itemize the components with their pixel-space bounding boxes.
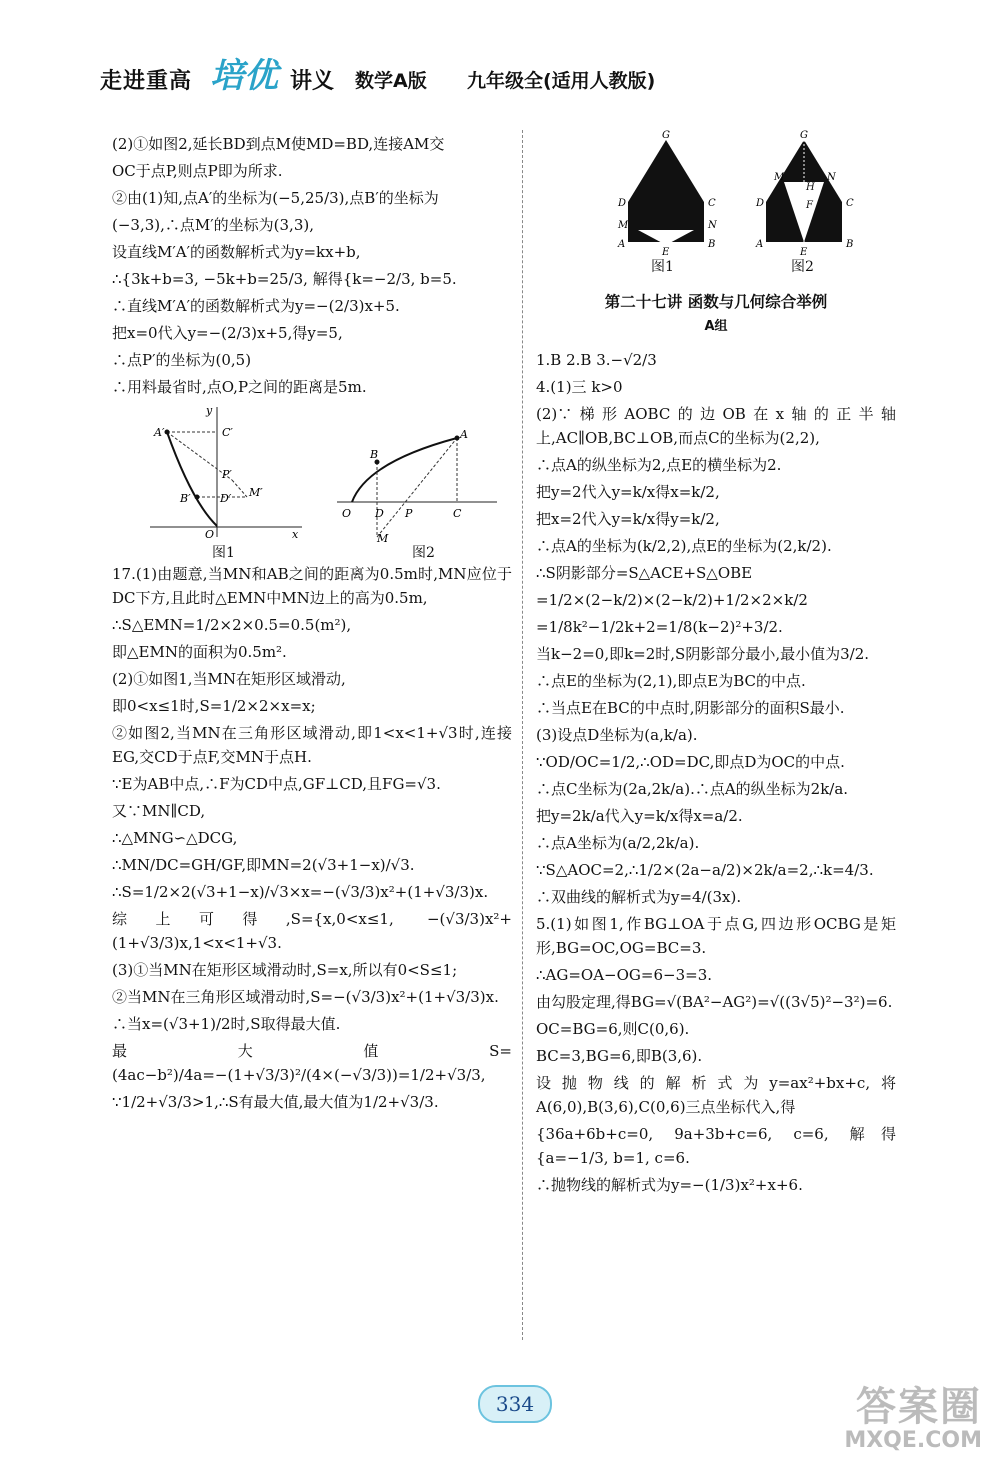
brand-logo: 培优: [210, 56, 278, 96]
text-line: 又∵MN∥CD,: [112, 802, 206, 820]
svg-text:B′: B′: [180, 492, 191, 505]
text-line: 4.(1)三 k>0: [536, 377, 623, 396]
group-title: A组: [704, 318, 728, 334]
text-line: ∴点A坐标为(a/2,2k/a).: [536, 833, 700, 852]
text-line: 设抛物线的解析式为y=ax²+bx+c,将A(6,0),B(3,6),C(0,6)三点坐标代入,得: [536, 1073, 896, 1116]
text-line: OC=BG=6,则C(0,6).: [536, 1019, 690, 1038]
text-line: ∴点P′的坐标为(0,5): [112, 351, 252, 369]
svg-text:N: N: [708, 220, 717, 231]
svg-text:D′: D′: [220, 492, 232, 505]
shape-figure-2: [754, 130, 864, 255]
figure-row-left: [112, 402, 512, 562]
page-number: 334: [478, 1385, 552, 1423]
coordinate-figure-2: [337, 422, 507, 542]
svg-text:D: D: [375, 507, 384, 520]
text-line: ∴当点E在BC的中点时,阴影部分的面积S最小.: [536, 698, 845, 717]
figure-caption: 图2: [412, 545, 435, 561]
watermark-url: MXQE.COM: [844, 1428, 982, 1453]
figure-caption: 图1: [212, 545, 235, 561]
text-line: 把y=2k/a代入y=k/x得x=a/2.: [536, 806, 743, 825]
text-line: ∵E为AB中点,∴F为CD中点,GF⊥CD,且FG=√3.: [112, 775, 441, 793]
text-line: ∴当x=(√3+1)/2时,S取得最大值.: [112, 1015, 341, 1033]
text-line: ∴直线M′A′的函数解析式为y=−(2/3)x+5.: [112, 297, 400, 315]
text-line: ②如图2,当MN在三角形区域滑动,即1<x<1+√3时,连接EG,交CD于点F,交MN于点H.: [112, 724, 512, 766]
watermark-text: 答案圈: [856, 1384, 982, 1430]
svg-text:C′: C′: [222, 426, 233, 439]
page-header: [100, 52, 900, 98]
text-line: (2)∵梯形AOBC的边OB在x轴的正半轴上,AC∥OB,BC⊥OB,而点C的坐标为(2,2),: [536, 404, 896, 447]
svg-text:M′: M′: [249, 486, 263, 499]
svg-text:C: C: [708, 198, 716, 209]
figure-caption: 图2: [791, 259, 814, 275]
text-line: ∴双曲线的解析式为y=4/(3x).: [536, 887, 742, 906]
text-line: ∵S△AOC=2,∴1/2×(2a−a/2)×2k/a=2,∴k=4/3.: [536, 860, 874, 879]
svg-text:A′: A′: [154, 426, 165, 439]
shape-figure-1: [616, 130, 726, 255]
svg-text:E: E: [662, 247, 670, 255]
svg-text:O: O: [205, 528, 215, 541]
svg-text:B: B: [370, 448, 379, 461]
svg-text:M: M: [377, 532, 389, 542]
text-line: =1/2×(2−k/2)×(2−k/2)+1/2×2×k/2: [536, 590, 808, 609]
text-line: ∴AG=OA−OG=6−3=3.: [536, 965, 713, 984]
text-line: 当k−2=0,即k=2时,S阴影部分最小,最小值为3/2.: [536, 644, 870, 663]
text-line: (2)①如图2,延长BD到点M使MD=BD,连接AM交: [112, 135, 445, 153]
text-line: 把x=0代入y=−(2/3)x+5,得y=5,: [112, 324, 343, 342]
text-line: ∴MN/DC=GH/GF,即MN=2(√3+1−x)/√3.: [112, 856, 415, 874]
text-line: 把y=2代入y=k/x得x=k/2,: [536, 482, 720, 501]
book-title: 走进重高: [100, 69, 193, 94]
text-line: ∵1/2+√3/3>1,∴S有最大值,最大值为1/2+√3/3.: [112, 1093, 439, 1111]
text-line: ∵OD/OC=1/2,∴OD=DC,即点D为OC的中点.: [536, 752, 845, 771]
text-line: ∴点A的纵坐标为2,点E的横坐标为2.: [536, 455, 782, 474]
text-line: 17.(1)由题意,当MN和AB之间的距离为0.5m时,MN应位于DC下方,且此时△EMN中MN边上的高为0.5m,: [112, 565, 512, 607]
text-line: (3)设点D坐标为(a,k/a).: [536, 725, 698, 744]
text-line: (2)①如图1,当MN在矩形区域滑动,: [112, 670, 346, 688]
column-divider: [522, 130, 523, 1340]
svg-text:F: F: [806, 200, 813, 211]
text-line: ∴点E的坐标为(2,1),即点E为BC的中点.: [536, 671, 806, 690]
svg-text:A: A: [618, 239, 626, 250]
text-line: ∴S=1/2×2(√3+1−x)/√3×x=−(√3/3)x²+(1+√3/3)x.: [112, 883, 489, 901]
svg-text:A: A: [756, 239, 764, 250]
text-line: ②由(1)知,点A′的坐标为(−5,25/3),点B′的坐标为: [112, 189, 439, 207]
text-line: =1/8k²−1/2k+2=1/8(k−2)²+3/2.: [536, 617, 783, 636]
watermark: [762, 1385, 982, 1455]
text-line: 综上可得,S={x,0<x≤1, −(√3/3)x²+(1+√3/3)x,1<x<1+√3.: [112, 910, 512, 952]
svg-text:P′: P′: [222, 468, 232, 481]
svg-text:x: x: [292, 528, 299, 541]
subject-label: 数学A版: [355, 70, 427, 92]
text-line: 即△EMN的面积为0.5m².: [112, 643, 287, 661]
text-line: ②当MN在三角形区域滑动时,S=−(√3/3)x²+(1+√3/3)x.: [112, 988, 499, 1006]
text-line: 即0<x≤1时,S=1/2×2×x=x;: [112, 697, 316, 715]
text-line: (−3,3),∴点M′的坐标为(3,3),: [112, 216, 314, 234]
text-line: 由勾股定理,得BG=√(BA²−AG²)=√((3√5)²−3²)=6.: [536, 992, 893, 1011]
left-column: [112, 132, 512, 1117]
svg-text:B: B: [708, 239, 716, 250]
text-line: ∴抛物线的解析式为y=−(1/3)x²+x+6.: [536, 1175, 803, 1194]
figure-caption: 图1: [651, 259, 674, 275]
text-line: OC于点P,则点P即为所求.: [112, 162, 283, 180]
right-column: [536, 130, 896, 1200]
text-line: 设直线M′A′的函数解析式为y=kx+b,: [112, 243, 361, 261]
text-line: ∴S△EMN=1/2×2×0.5=0.5(m²),: [112, 616, 352, 634]
svg-text:P: P: [405, 507, 413, 520]
figure-row-right: [536, 130, 896, 280]
text-line: 把x=2代入y=k/x得y=k/2,: [536, 509, 720, 528]
text-line: ∴用料最省时,点O,P之间的距离是5m.: [112, 378, 367, 396]
text-line: ∴{3k+b=3, −5k+b=25/3, 解得{k=−2/3, b=5.: [112, 270, 457, 288]
text-line: ∴△MNG∽△DCG,: [112, 829, 238, 847]
svg-text:M: M: [618, 220, 629, 231]
text-line: ∴点A的坐标为(k/2,2),点E的坐标为(2,k/2).: [536, 536, 832, 555]
text-line: (3)①当MN在矩形区域滑动时,S=x,所以有0<S≤1;: [112, 961, 458, 979]
text-line: 最大值S=(4ac−b²)/4a=−(1+√3/3)²/(4×(−√3/3))=1/2+√3/3,: [112, 1042, 512, 1084]
svg-text:G: G: [662, 130, 670, 141]
svg-text:D: D: [618, 198, 627, 209]
svg-text:D: D: [756, 198, 765, 209]
text-line: ∴点C坐标为(2a,2k/a).∴点A的纵坐标为2k/a.: [536, 779, 849, 798]
coordinate-figure-1: [142, 402, 312, 542]
text-line: ∴S阴影部分=S△ACE+S△OBE: [536, 563, 753, 582]
svg-text:y: y: [206, 404, 213, 417]
book-type: 讲义: [290, 69, 335, 94]
svg-text:M: M: [774, 172, 785, 183]
svg-text:A: A: [460, 428, 468, 441]
text-line: 5.(1)如图1,作BG⊥OA于点G,四边形OCBG是矩形,BG=OC,OG=BC=3.: [536, 914, 896, 957]
svg-text:N: N: [827, 172, 836, 183]
svg-text:H: H: [806, 182, 815, 193]
svg-text:E: E: [800, 247, 808, 255]
text-line: 1.B 2.B 3.−√2/3: [536, 350, 657, 369]
section-title: 第二十七讲 函数与几何综合举例: [604, 293, 828, 311]
text-line: {36a+6b+c=0, 9a+3b+c=6, c=6, 解得{a=−1/3, b=1, c=6.: [536, 1124, 896, 1167]
text-line: BC=3,BG=6,即B(3,6).: [536, 1046, 703, 1065]
svg-text:O: O: [342, 507, 352, 520]
svg-text:C: C: [846, 198, 854, 209]
svg-text:B: B: [846, 239, 854, 250]
svg-text:C: C: [453, 507, 462, 520]
grade-label: 九年级全(适用人教版): [467, 70, 656, 92]
svg-text:G: G: [800, 130, 808, 141]
